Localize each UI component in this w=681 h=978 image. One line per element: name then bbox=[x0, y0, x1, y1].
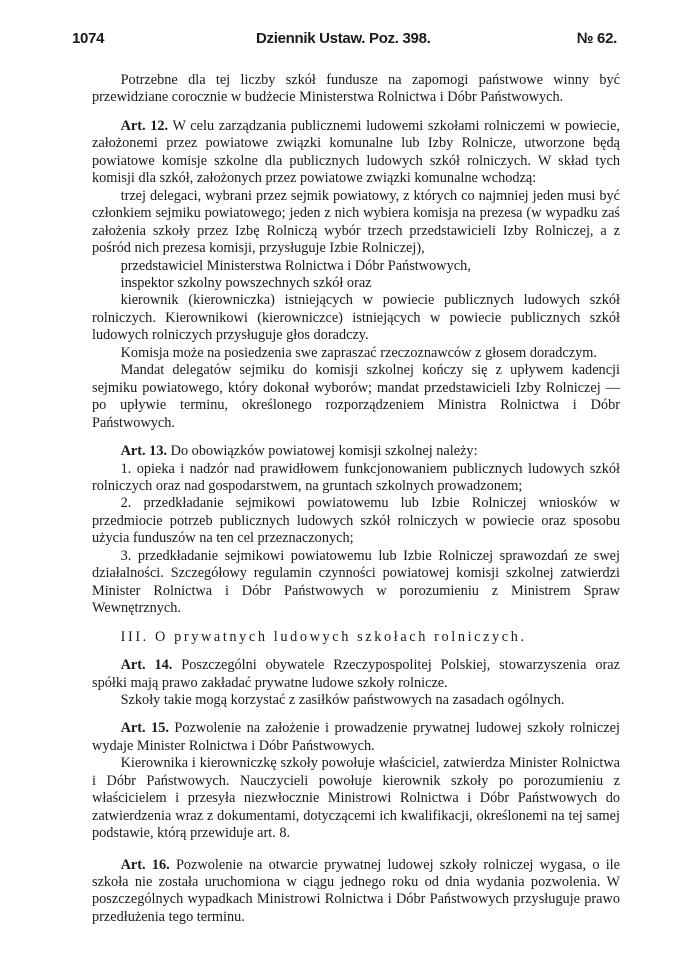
article-14-text: Poszczególni obywatele Rzeczypospolitej Polskiej, stowarzyszenia oraz spółki mają prawo zakładać prywatne ludowe szkoły rolnicze. bbox=[92, 657, 621, 691]
article-12-item: Mandat delegatów sejmiku do komisji szkolnej kończy się z upływem kadencji sejmiku powiatowego, który dokonał wyborów; mandat przedstawicieli Izby Rolniczej — po upływie terminu, określonego rozporządzeniem Ministra Rolnictwa i Dóbr Państwowych. bbox=[92, 362, 620, 431]
article-15-item: Kierownika i kierowniczkę szkoły powołuje właściciel, zatwierdza Minister Rolnictwa i Dóbr Państwowych. Nauczycieli powołuje kierownik szkoły po porozumieniu z właścicielem i przesyła niezwłocznie Ministrowi Rolnictwa i Dóbr Państwowych do zatwierdzenia wraz z dokumentami, dotyczącemi ich kwalifikacji, określonemi na tej samej podstawie, którą przewiduje art. 8. bbox=[92, 755, 620, 842]
article-15-label: Art. 15. bbox=[120, 720, 169, 737]
document-body bbox=[92, 72, 620, 926]
article-14-item: Szkoły takie mogą korzystać z zasiłków państwowych na zasadach ogólnych. bbox=[120, 691, 565, 708]
article-15 bbox=[92, 720, 620, 755]
journal-title: Dziennik Ustaw. Poz. 398. bbox=[256, 30, 431, 47]
article-12-item: kierownik (kierowniczka) istniejących w powiecie publicznych ludowych szkół rolniczych. Kierownikowi (kierowniczce) istniejących w powiecie publicznych szkół ludowych rolniczych przysługuje głos doradczy. bbox=[92, 292, 620, 344]
paragraph-funding: Potrzebne dla tej liczby szkół fundusze na zapomogi państwowe winny być przewidziane corocznie w budżecie Ministerstwa Rolnictwa i Dóbr Państwowych. bbox=[92, 72, 620, 106]
article-13-item: 1. opieka i nadzór nad prawidłowem funkcjonowaniem publicznych ludowych szkół rolniczych oraz nad gospodarstwem, na gruntach szkolnych prowadzonem; bbox=[92, 460, 620, 494]
article-12-item: Komisja może na posiedzenia swe zapraszać rzeczoznawców z głosem doradczym. bbox=[120, 344, 597, 361]
article-14 bbox=[92, 657, 620, 692]
article-16-text: Pozwolenie na otwarcie prywatnej ludowej szkoły rolniczej wygasa, o ile szkoła nie została uruchomiona w ciągu jednego roku od dnia wydania pozwolenia. W poszczególnych wypadkach Ministrowi Rolnictwa i Dóbr Państwowych przysługuje prawo przedłużenia tego terminu. bbox=[92, 856, 621, 925]
article-16-label: Art. 16. bbox=[120, 856, 170, 873]
article-14-label: Art. 14. bbox=[120, 657, 173, 674]
article-13-item: 2. przedkładanie sejmikowi powiatowemu lub Izbie Rolniczej wniosków w przedmiocie potrzeb publicznych ludowych szkół rolniczych w powiecie oraz sposobu użycia funduszów na ten cel przeznaczonych; bbox=[92, 495, 620, 547]
article-13-item: 3. przedkładanie sejmikowi powiatowemu lub Izbie Rolniczej sprawozdań ze swej działalności. Szczegółowy regulamin czynności powiatowej komisji szkolnej zatwierdzi Minister Rolnictwa i Dóbr Państwowych w porozumieniu z Ministrem Spraw Wewnętrznych. bbox=[92, 547, 620, 617]
article-15-text: Pozwolenie na założenie i prowadzenie prywatnej ludowej szkoły rolniczej wydaje Minister Rolnictwa i Dóbr Państwowych. bbox=[92, 720, 621, 754]
article-13 bbox=[92, 443, 620, 460]
article-12-text: W celu zarządzania publicznemi ludowemi szkołami rolniczemi w powiecie, założonemi przez powiatowe związki komunalne lub Izby Rolnicze, utworzone będą powiatowe komisje szkolne dla publicznych ludowych szkół rolniczych. W skład tych komisji dla szkół, założonych przez powiatowe związki komunalne wchodzą: bbox=[92, 117, 620, 187]
article-12-label: Art. 12. bbox=[120, 117, 169, 134]
section-heading: III. O prywatnych ludowych szkołach rolniczych. bbox=[120, 628, 527, 645]
page-header bbox=[72, 30, 617, 52]
article-12-item: przedstawiciel Ministerstwa Rolnictwa i Dóbr Państwowych, bbox=[120, 257, 471, 274]
article-16 bbox=[92, 857, 620, 927]
article-12 bbox=[92, 118, 620, 188]
article-13-label: Art. 13. bbox=[120, 443, 168, 460]
article-12-item: trzej delegaci, wybrani przez sejmik powiatowy, z których co najmniej jeden musi być członkiem sejmiku powiatowego; jeden z nich wybiera komisja na prezesa (w wypadku zaś założenia szkoły przez Izbę Rolniczą wybór trzech przedstawicieli Izby Rolniczej, a z pośród nich prezesa komisji, przysługuje Izbie Rolniczej), bbox=[92, 187, 620, 257]
page-number: 1074 bbox=[72, 30, 105, 47]
article-12-item: inspektor szkolny powszechnych szkół oraz bbox=[120, 274, 372, 291]
article-13-text: Do obowiązków powiatowej komisji szkolnej należy: bbox=[167, 443, 478, 460]
issue-number: № 62. bbox=[576, 30, 617, 47]
